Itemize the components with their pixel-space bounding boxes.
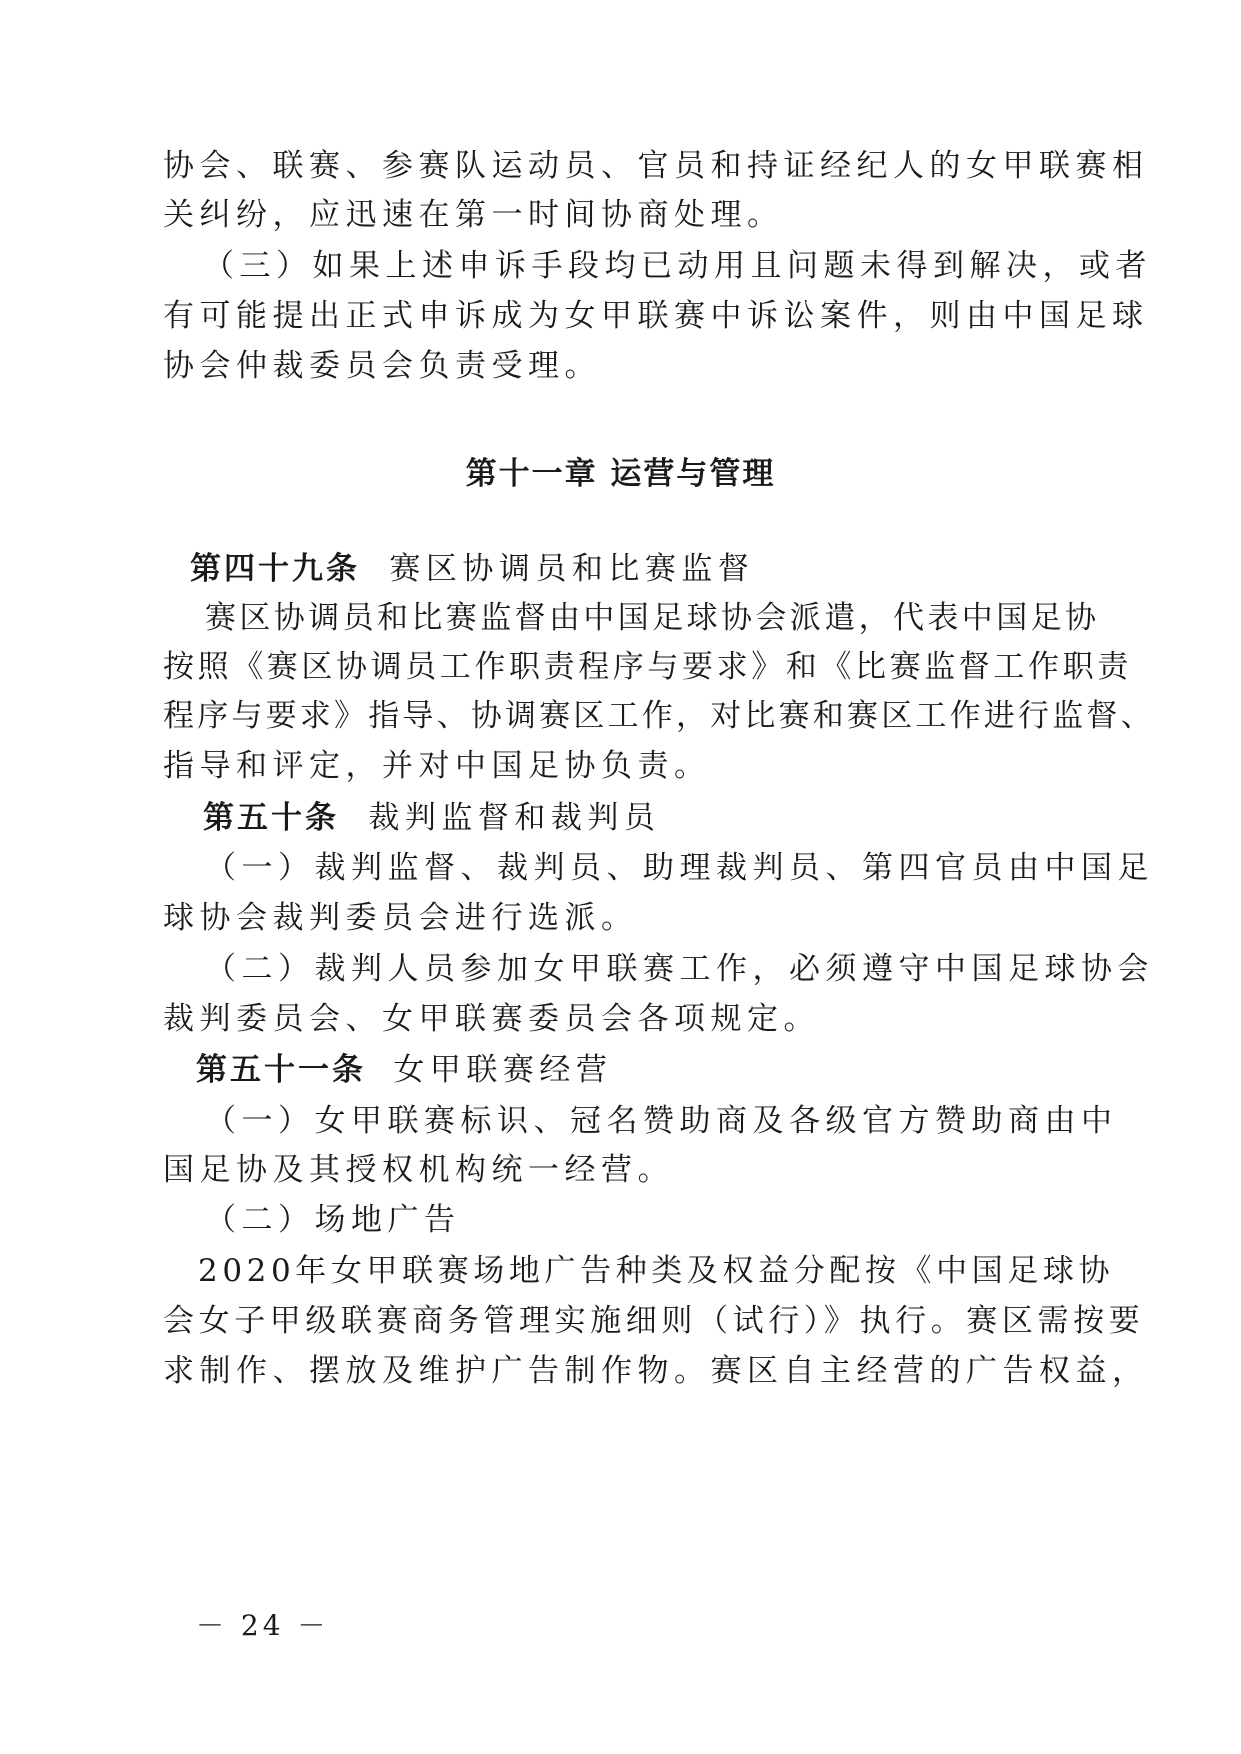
paragraph-line: 协会、联赛、参赛队运动员、官员和持证经纪人的女甲联赛相 [163, 148, 1149, 184]
article-number: 第五十条 [203, 800, 339, 836]
paragraph-line: 按照《赛区协调员工作职责程序与要求》和《比赛监督工作职责 [163, 649, 1132, 685]
paragraph-line: 程序与要求》指导、协调赛区工作，对比赛和赛区工作进行监督、 [163, 698, 1155, 734]
chapter-heading: 第十一章 运营与管理 [465, 456, 776, 492]
article-number: 第五十一条 [196, 1052, 366, 1088]
article-title: 赛区协调员和比赛监督 [389, 551, 755, 587]
paragraph-line: （一）裁判监督、裁判员、助理裁判员、第四官员由中国足 [205, 850, 1154, 886]
paragraph-line: 关纠纷，应迅速在第一时间协商处理。 [163, 197, 784, 233]
paragraph-line: 球协会裁判委员会进行选派。 [163, 900, 638, 936]
paragraph-line: 协会仲裁委员会负责受理。 [163, 348, 601, 384]
paragraph-line: 国足协及其授权机构统一经营。 [163, 1152, 674, 1188]
paragraph-line: 指导和评定，并对中国足协负责。 [163, 748, 711, 784]
paragraph-line: （二）场地广告 [205, 1202, 461, 1238]
article-heading [203, 798, 660, 838]
paragraph-line: 裁判委员会、女甲联赛委员会各项规定。 [163, 1001, 820, 1037]
paragraph-line: 求制作、摆放及维护广告制作物。赛区自主经营的广告权益， [163, 1353, 1149, 1389]
paragraph-line: （三）如果上述申诉手段均已动用且问题未得到解决，或者 [203, 248, 1152, 284]
paragraph-line: （二）裁判人员参加女甲联赛工作，必须遵守中国足球协会 [205, 951, 1154, 987]
paragraph-line: 赛区协调员和比赛监督由中国足球协会派遣，代表中国足协 [205, 600, 1100, 636]
paragraph-line: 2020年女甲联赛场地广告种类及权益分配按《中国足球协 [198, 1253, 1115, 1289]
article-title: 裁判监督和裁判员 [368, 800, 661, 836]
article-heading [190, 549, 754, 589]
paragraph-line: 会女子甲级联赛商务管理实施细则（试行）》执行。赛区需按要 [163, 1303, 1145, 1339]
page-number: － 24 － [196, 1609, 330, 1642]
paragraph-line: 有可能提出正式申诉成为女甲联赛中诉讼案件，则由中国足球 [163, 298, 1149, 334]
article-number: 第四十九条 [190, 551, 360, 587]
article-title: 女甲联赛经营 [393, 1052, 613, 1088]
article-heading [196, 1050, 612, 1090]
paragraph-line: （一）女甲联赛标识、冠名赞助商及各级官方赞助商由中 [205, 1103, 1118, 1139]
